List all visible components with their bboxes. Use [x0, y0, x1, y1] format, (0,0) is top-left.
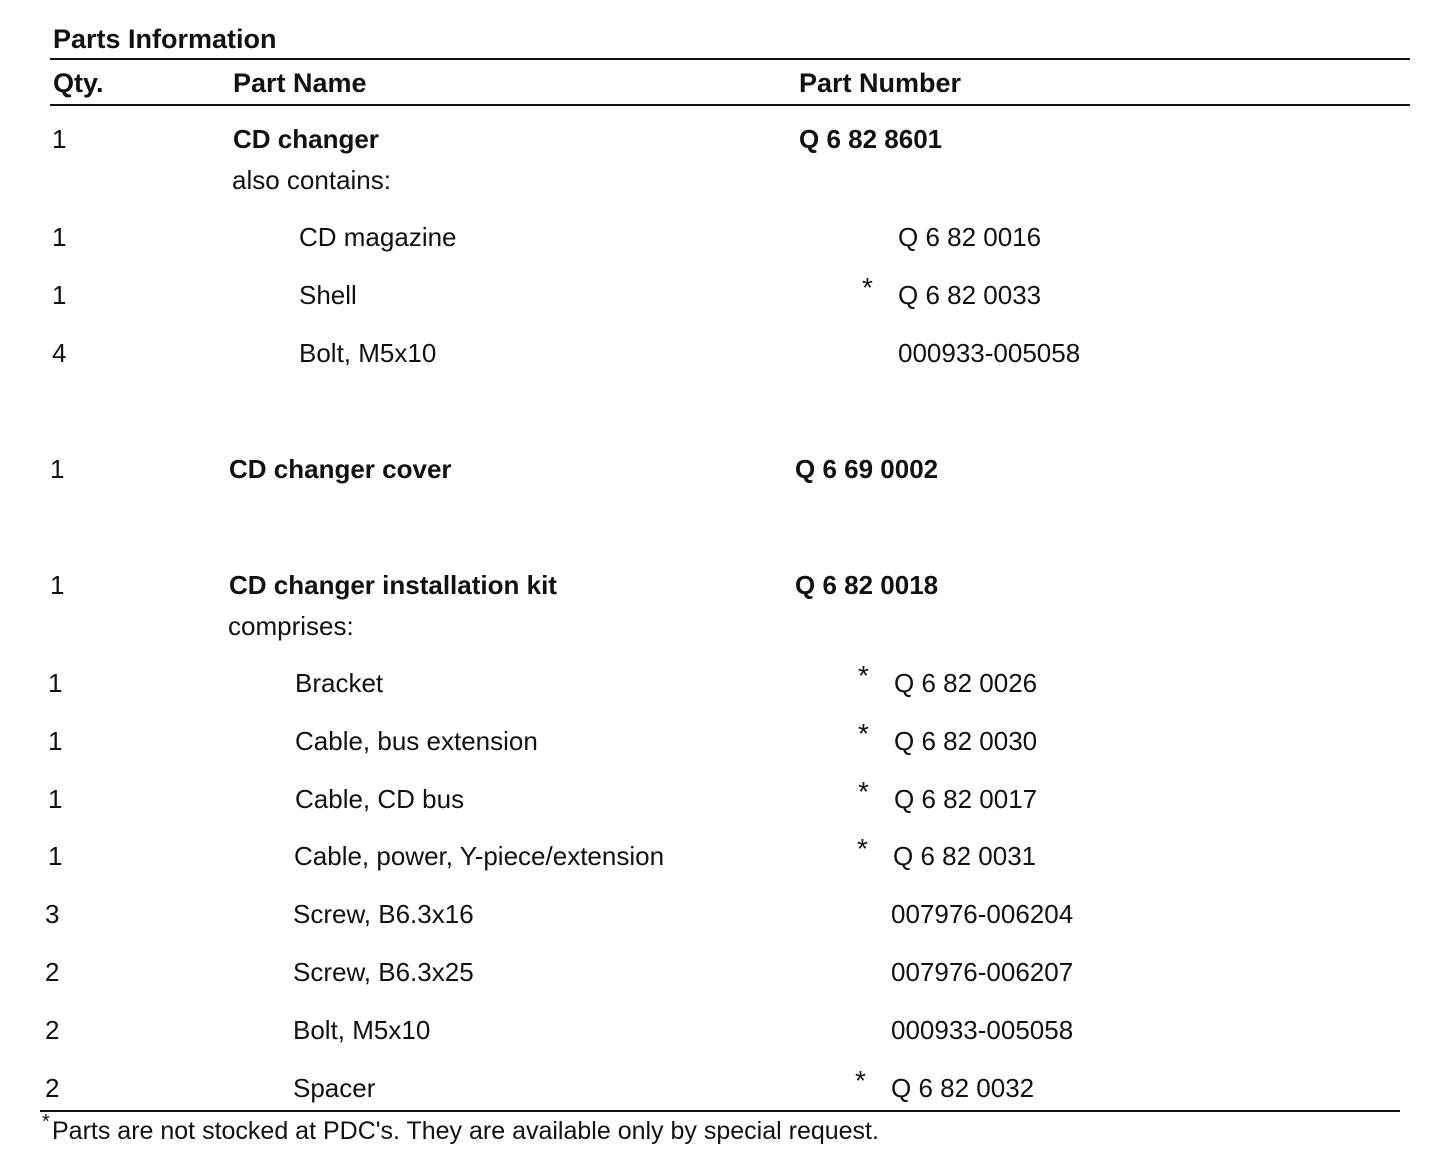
- row-part-number: Q 6 82 0030: [894, 726, 1038, 756]
- row-part-number: Q 6 82 0026: [894, 668, 1038, 698]
- row-part-name: Screw, B6.3x16: [293, 899, 474, 929]
- row-qty: 1: [48, 784, 63, 814]
- header-bottom-rule: [50, 104, 1410, 106]
- special-order-asterisk: *: [855, 1065, 866, 1096]
- row-qty: 2: [45, 1073, 60, 1103]
- row-part-name: Bolt, M5x10: [293, 1015, 431, 1045]
- footnote-text: Parts are not stocked at PDC's. They are available only by special request.: [52, 1117, 879, 1145]
- row-part-number: Q 6 82 0018: [795, 570, 939, 600]
- special-order-asterisk: *: [862, 272, 873, 303]
- row-part-name: CD magazine: [299, 222, 457, 252]
- row-part-name: Screw, B6.3x25: [293, 957, 474, 987]
- row-qty: 1: [48, 668, 63, 698]
- row-part-number: Q 6 69 0002: [795, 454, 939, 484]
- row-qty: 1: [50, 454, 65, 484]
- row-part-number: 000933-005058: [891, 1015, 1074, 1045]
- header-top-rule: [50, 58, 1410, 60]
- special-order-asterisk: *: [858, 718, 869, 749]
- row-qty: 3: [45, 899, 60, 929]
- row-note: also contains:: [232, 165, 391, 195]
- footer-rule: [40, 1110, 1400, 1112]
- row-part-name: Spacer: [293, 1073, 376, 1103]
- row-qty: 2: [45, 957, 60, 987]
- row-part-number: 007976-006204: [891, 899, 1074, 929]
- footnote-marker: *: [42, 1111, 50, 1133]
- row-qty: 1: [48, 841, 63, 871]
- row-qty: 1: [50, 570, 65, 600]
- row-part-name: Cable, CD bus: [295, 784, 465, 814]
- special-order-asterisk: *: [858, 660, 869, 691]
- row-qty: 2: [45, 1015, 60, 1045]
- row-qty: 1: [52, 222, 67, 252]
- row-part-name: CD changer cover: [229, 454, 452, 484]
- row-part-name: Bracket: [295, 668, 384, 698]
- row-note: comprises:: [228, 611, 354, 641]
- row-part-name: Cable, bus extension: [295, 726, 538, 756]
- row-part-name: Bolt, M5x10: [299, 338, 437, 368]
- column-header-part-number: Part Number: [799, 68, 962, 98]
- row-part-number: Q 6 82 0033: [898, 280, 1042, 310]
- row-part-number: Q 6 82 0017: [894, 784, 1038, 814]
- special-order-asterisk: *: [858, 776, 869, 807]
- row-part-name: Cable, power, Y-piece/extension: [294, 841, 665, 871]
- row-part-name: CD changer: [233, 124, 379, 154]
- row-qty: 1: [52, 280, 67, 310]
- row-part-number: Q 6 82 8601: [799, 124, 943, 154]
- row-part-number: Q 6 82 0016: [898, 222, 1042, 252]
- row-qty: 1: [52, 124, 67, 154]
- special-order-asterisk: *: [857, 833, 868, 864]
- row-part-number: 000933-005058: [898, 338, 1081, 368]
- row-part-number: Q 6 82 0031: [893, 841, 1037, 871]
- column-header-part-name: Part Name: [233, 68, 367, 98]
- row-qty: 1: [48, 726, 63, 756]
- row-part-number: 007976-006207: [891, 957, 1074, 987]
- column-header-qty: Qty.: [53, 68, 104, 98]
- row-part-name: Shell: [299, 280, 357, 310]
- row-qty: 4: [52, 338, 67, 368]
- page-title: Parts Information: [53, 24, 277, 54]
- row-part-number: Q 6 82 0032: [891, 1073, 1035, 1103]
- row-part-name: CD changer installation kit: [229, 570, 557, 600]
